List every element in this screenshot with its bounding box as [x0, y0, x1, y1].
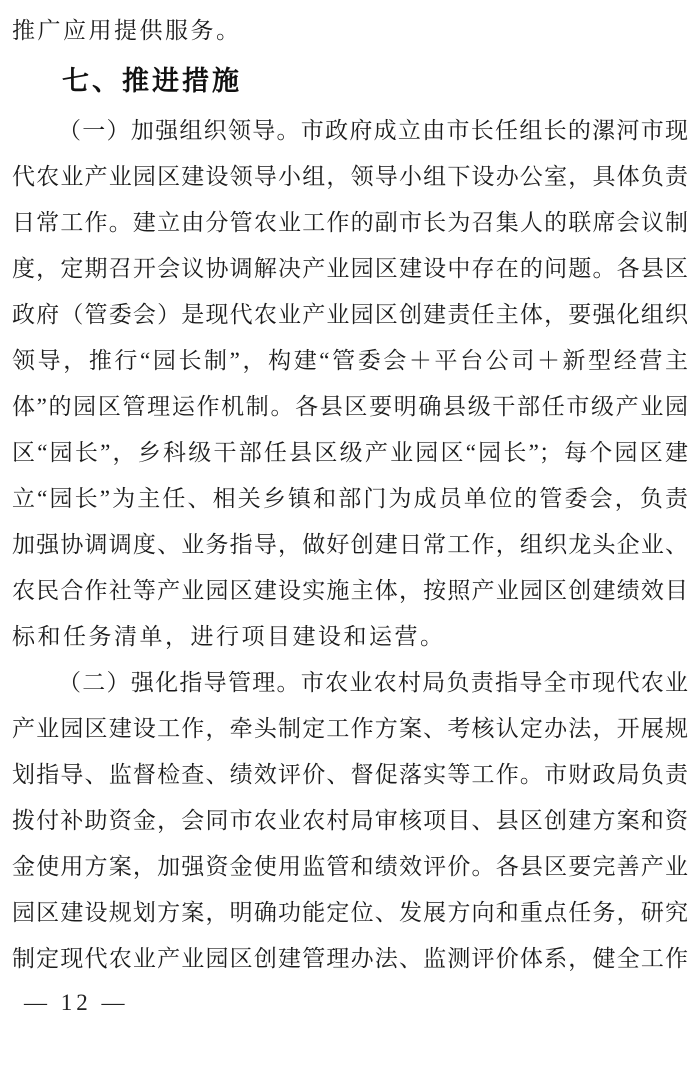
paragraph-continuation — [12, 8, 688, 54]
section-heading: 七、推进措施 — [62, 66, 242, 96]
text-line: 立“园长”为主任、相关乡镇和部门为成员单位的管委会，负责 — [12, 486, 688, 511]
text-line: 度，定期召开会议协调解决产业园区建设中存在的问题。各县区 — [12, 256, 688, 281]
text-line: 区“园长”，乡科级干部任县区级产业园区“园长”；每个园区建 — [12, 440, 688, 465]
text-line: 日常工作。建立由分管农业工作的副市长为召集人的联席会议制 — [12, 210, 688, 235]
text-line: 推广应用提供服务。 — [12, 18, 242, 43]
paragraph-guidance-management — [12, 660, 688, 982]
text-line: 农民合作社等产业园区建设实施主体，按照产业园区创建绩效目 — [12, 578, 688, 603]
text-line: 体”的园区管理运作机制。各县区要明确县级干部任市级产业园 — [12, 394, 688, 419]
text-line: 园区建设规划方案，明确功能定位、发展方向和重点任务，研究 — [12, 900, 688, 925]
text-line: 拨付补助资金，会同市农业农村局审核项目、县区创建方案和资 — [12, 808, 688, 833]
text-line: （一）加强组织领导。市政府成立由市长任组长的漯河市现 — [58, 118, 688, 143]
paragraph-organization-leadership — [12, 108, 688, 660]
text-line: 代农业产业园区建设领导小组，领导小组下设办公室，具体负责 — [12, 164, 688, 189]
page-number: — 12 — — [24, 990, 129, 1015]
text-line: 产业园区建设工作，牵头制定工作方案、考核认定办法，开展规 — [12, 716, 688, 741]
text-line: （二）强化指导管理。市农业农村局负责指导全市现代农业 — [58, 670, 688, 695]
text-line: 加强协调调度、业务指导，做好创建日常工作，组织龙头企业、 — [12, 532, 688, 557]
text-line: 标和任务清单，进行项目建设和运营。 — [12, 624, 446, 649]
text-line: 制定现代农业产业园区创建管理办法、监测评价体系，健全工作 — [12, 946, 688, 971]
text-line: 领导，推行“园长制”，构建“管委会＋平台公司＋新型经营主 — [12, 348, 688, 373]
text-line: 政府（管委会）是现代农业产业园区创建责任主体，要强化组织 — [12, 302, 688, 327]
text-line: 划指导、监督检查、绩效评价、督促落实等工作。市财政局负责 — [12, 762, 688, 787]
text-line: 金使用方案，加强资金使用监管和绩效评价。各县区要完善产业 — [12, 854, 688, 879]
